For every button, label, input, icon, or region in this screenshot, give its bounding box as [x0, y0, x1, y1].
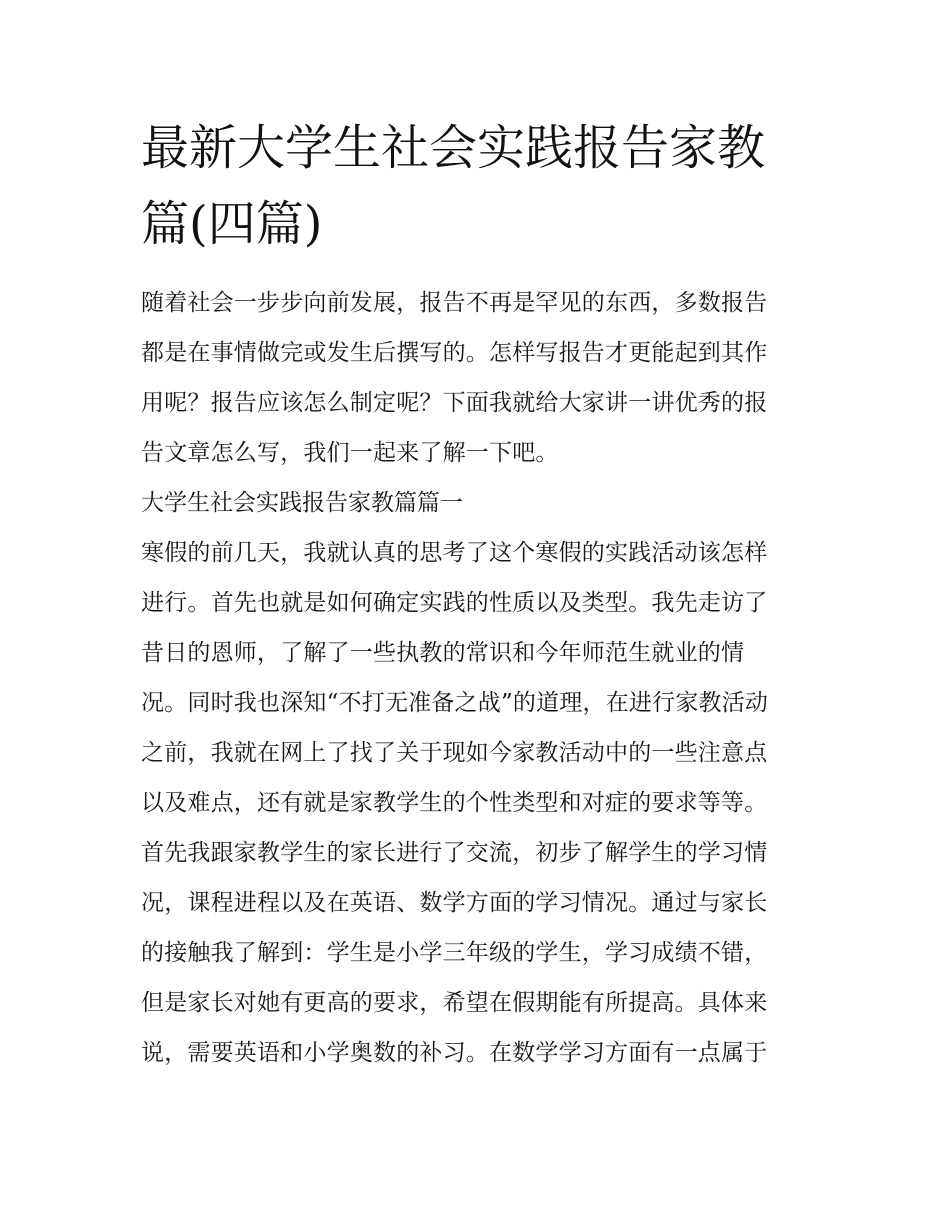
intro-line: 都是在事情做完或发生后撰写的。怎样写报告才更能起到其作 [141, 340, 768, 366]
body-paragraph [141, 528, 813, 1078]
body-line: 昔日的恩师，了解了一些执教的常识和今年师范生就业的情 [141, 640, 745, 666]
body-line: 寒假的前几天，我就认真的思考了这个寒假的实践活动该怎样 [141, 540, 768, 566]
body-line: 况，课程进程以及在英语、数学方面的学习情况。通过与家长 [141, 890, 768, 916]
intro-line: 告文章怎么写，我们一起来了解一下吧。 [141, 440, 559, 466]
document-content [141, 110, 813, 1078]
body-line: 说，需要英语和小学奥数的补习。在数学学习方面有一点属于 [141, 1040, 768, 1066]
intro-paragraph [141, 278, 813, 478]
section-heading: 大学生社会实践报告家教篇篇一 [141, 490, 463, 516]
title-line: 最新大学生社会实践报告家教 [141, 120, 766, 176]
body-line: 的接触我了解到：学生是小学三年级的学生，学习成绩不错， [141, 940, 768, 966]
body-line: 但是家长对她有更高的要求，希望在假期能有所提高。具体来 [141, 990, 768, 1016]
body-line: 进行。首先也就是如何确定实践的性质以及类型。我先走访了 [141, 590, 768, 616]
body-line: 首先我跟家教学生的家长进行了交流，初步了解学生的学习情 [141, 840, 768, 866]
intro-line: 用呢？报告应该怎么制定呢？下面我就给大家讲一讲优秀的报 [141, 390, 768, 416]
document-title [141, 110, 813, 262]
body-line: 况。同时我也深知“不打无准备之战”的道理，在进行家教活动 [141, 690, 769, 716]
title-line: 篇(四篇) [141, 196, 323, 252]
body-line: 之前，我就在网上了找了关于现如今家教活动中的一些注意点 [141, 740, 768, 766]
intro-line: 随着社会一步步向前发展，报告不再是罕见的东西，多数报告 [141, 290, 768, 316]
body-line: 以及难点，还有就是家教学生的个性类型和对症的要求等等。 [141, 790, 768, 816]
